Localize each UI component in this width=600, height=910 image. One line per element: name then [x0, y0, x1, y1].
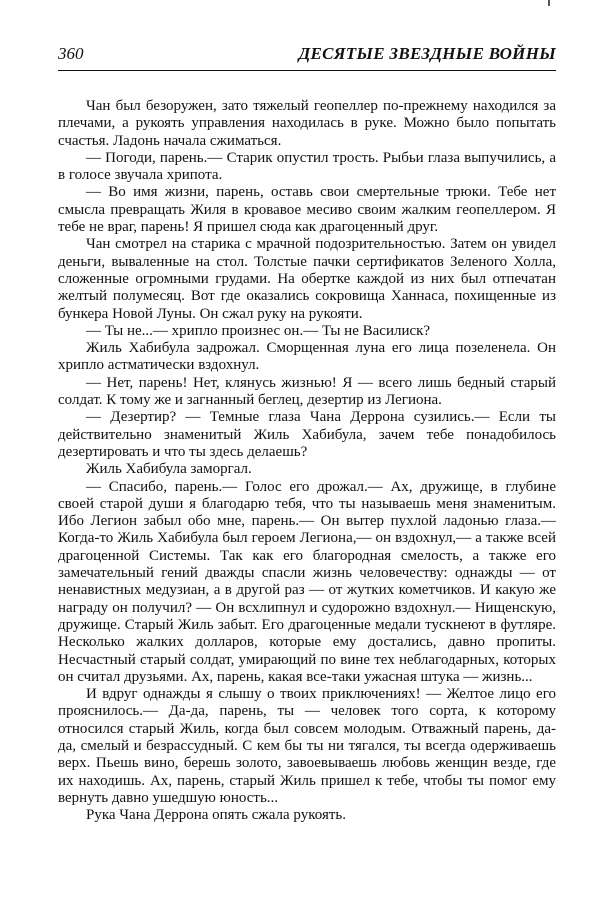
running-title: ДЕСЯТЫЕ ЗВЕЗДНЫЕ ВОЙНЫ: [298, 44, 556, 63]
paragraph: И вдруг однажды я слышу о твоих приключениях! — Желтое лицо его прояснилось.— Да-да, парень, ты — человек того сорта, к которому относился старый Жиль, когда был совсем молодым. Отважный парень, да-да, смелый и безрассудный. С кем бы ты ни тягался, ты всегда одерживаешь верх. Пьешь вино, берешь золото, завоевываешь любовь женщин везде, где их находишь. Ах, парень, старый Жиль пришел к тебе, чтобы ты помог ему вернуть давно ушедшую юность...: [58, 686, 556, 806]
page-edge-mark: [548, 0, 550, 6]
paragraph: Чан был безоружен, зато тяжелый геопеллер по-прежнему находился за плечами, а рукоять управления находилась в руке. Можно было попытать счастья. Ладонь начала сжиматься.: [58, 98, 556, 149]
paragraph: Жиль Хабибула заморгал.: [86, 461, 252, 478]
page-number: 360: [58, 44, 84, 63]
paragraph: — Спасибо, парень.— Голос его дрожал.— Ах, дружище, в глубине своей старой души я благодарю тебя, что ты называешь меня знаменитым. Ибо Легион забыл обо мне, парень.— Он вытер пухлой ладонью глаза.— Когда-то Жиль Хабибула был героем Легиона,— он вздохнул,— а также всей драгоценной Системы. Так как его благородная смелость, а также его замечательный гений дважды спасли жизнь человечеству: однажды — от ненавистных медузиан, а в другой раз — от жутких кометчиков. И какую же награду он получил? — Он всхлипнул и судорожно вздохнул.— Нищенскую, дружище. Старый Жиль забыт. Его драгоценные медали тускнеют в футляре. Несколько жалких долларов, которые ему достались, давно пропиты. Несчастный старый солдат, умирающий по вине тех неблагодарных, которых он считал друзьями. Ах, парень, какая все-таки ужасная штука — жизнь...: [58, 478, 556, 685]
body-text: [58, 98, 556, 824]
paragraph: Чан смотрел на старика с мрачной подозрительностью. Затем он увидел деньги, вываленные на стол. Толстые пачки сертификатов Зеленого Холла, сложенные огромными грудами. На обертке каждой из них был отпечатан желтый полумесяц. Вот где оказались сокровища Ханнаса, похищенные из бункера Новой Луны. Он сжал руку на рукояти.: [58, 236, 556, 322]
page-header: [58, 42, 556, 66]
header-rule: [58, 70, 556, 71]
paragraph: Рука Чана Деррона опять сжала рукоять.: [86, 807, 347, 824]
paragraph: — Нет, парень! Нет, клянусь жизнью! Я — всего лишь бедный старый солдат. К тому же и загнанный беглец, дезертир из Легиона.: [58, 374, 556, 409]
paragraph: — Во имя жизни, парень, оставь свои смертельные трюки. Тебе нет смысла превращать Жиля в кровавое месиво своим жалким геопеллером. Я тебе не враг, парень! Я пришел сюда как драгоценный друг.: [58, 184, 556, 236]
paragraph: — Ты не...— хрипло произнес он.— Ты не Василиск?: [86, 322, 431, 339]
paragraph: Жиль Хабибула задрожал. Сморщенная луна его лица позеленела. Он хрипло астматически вздохнул.: [58, 340, 556, 374]
paragraph: — Погоди, парень.— Старик опустил трость. Рыбьи глаза выпучились, а в голосе звучала хрипота.: [58, 149, 556, 184]
paragraph: — Дезертир? — Темные глаза Чана Деррона сузились.— Если ты действительно знаменитый Жиль Хабибула, зачем тебе понадобилось дезертировать и что ты здесь делаешь?: [58, 409, 556, 460]
